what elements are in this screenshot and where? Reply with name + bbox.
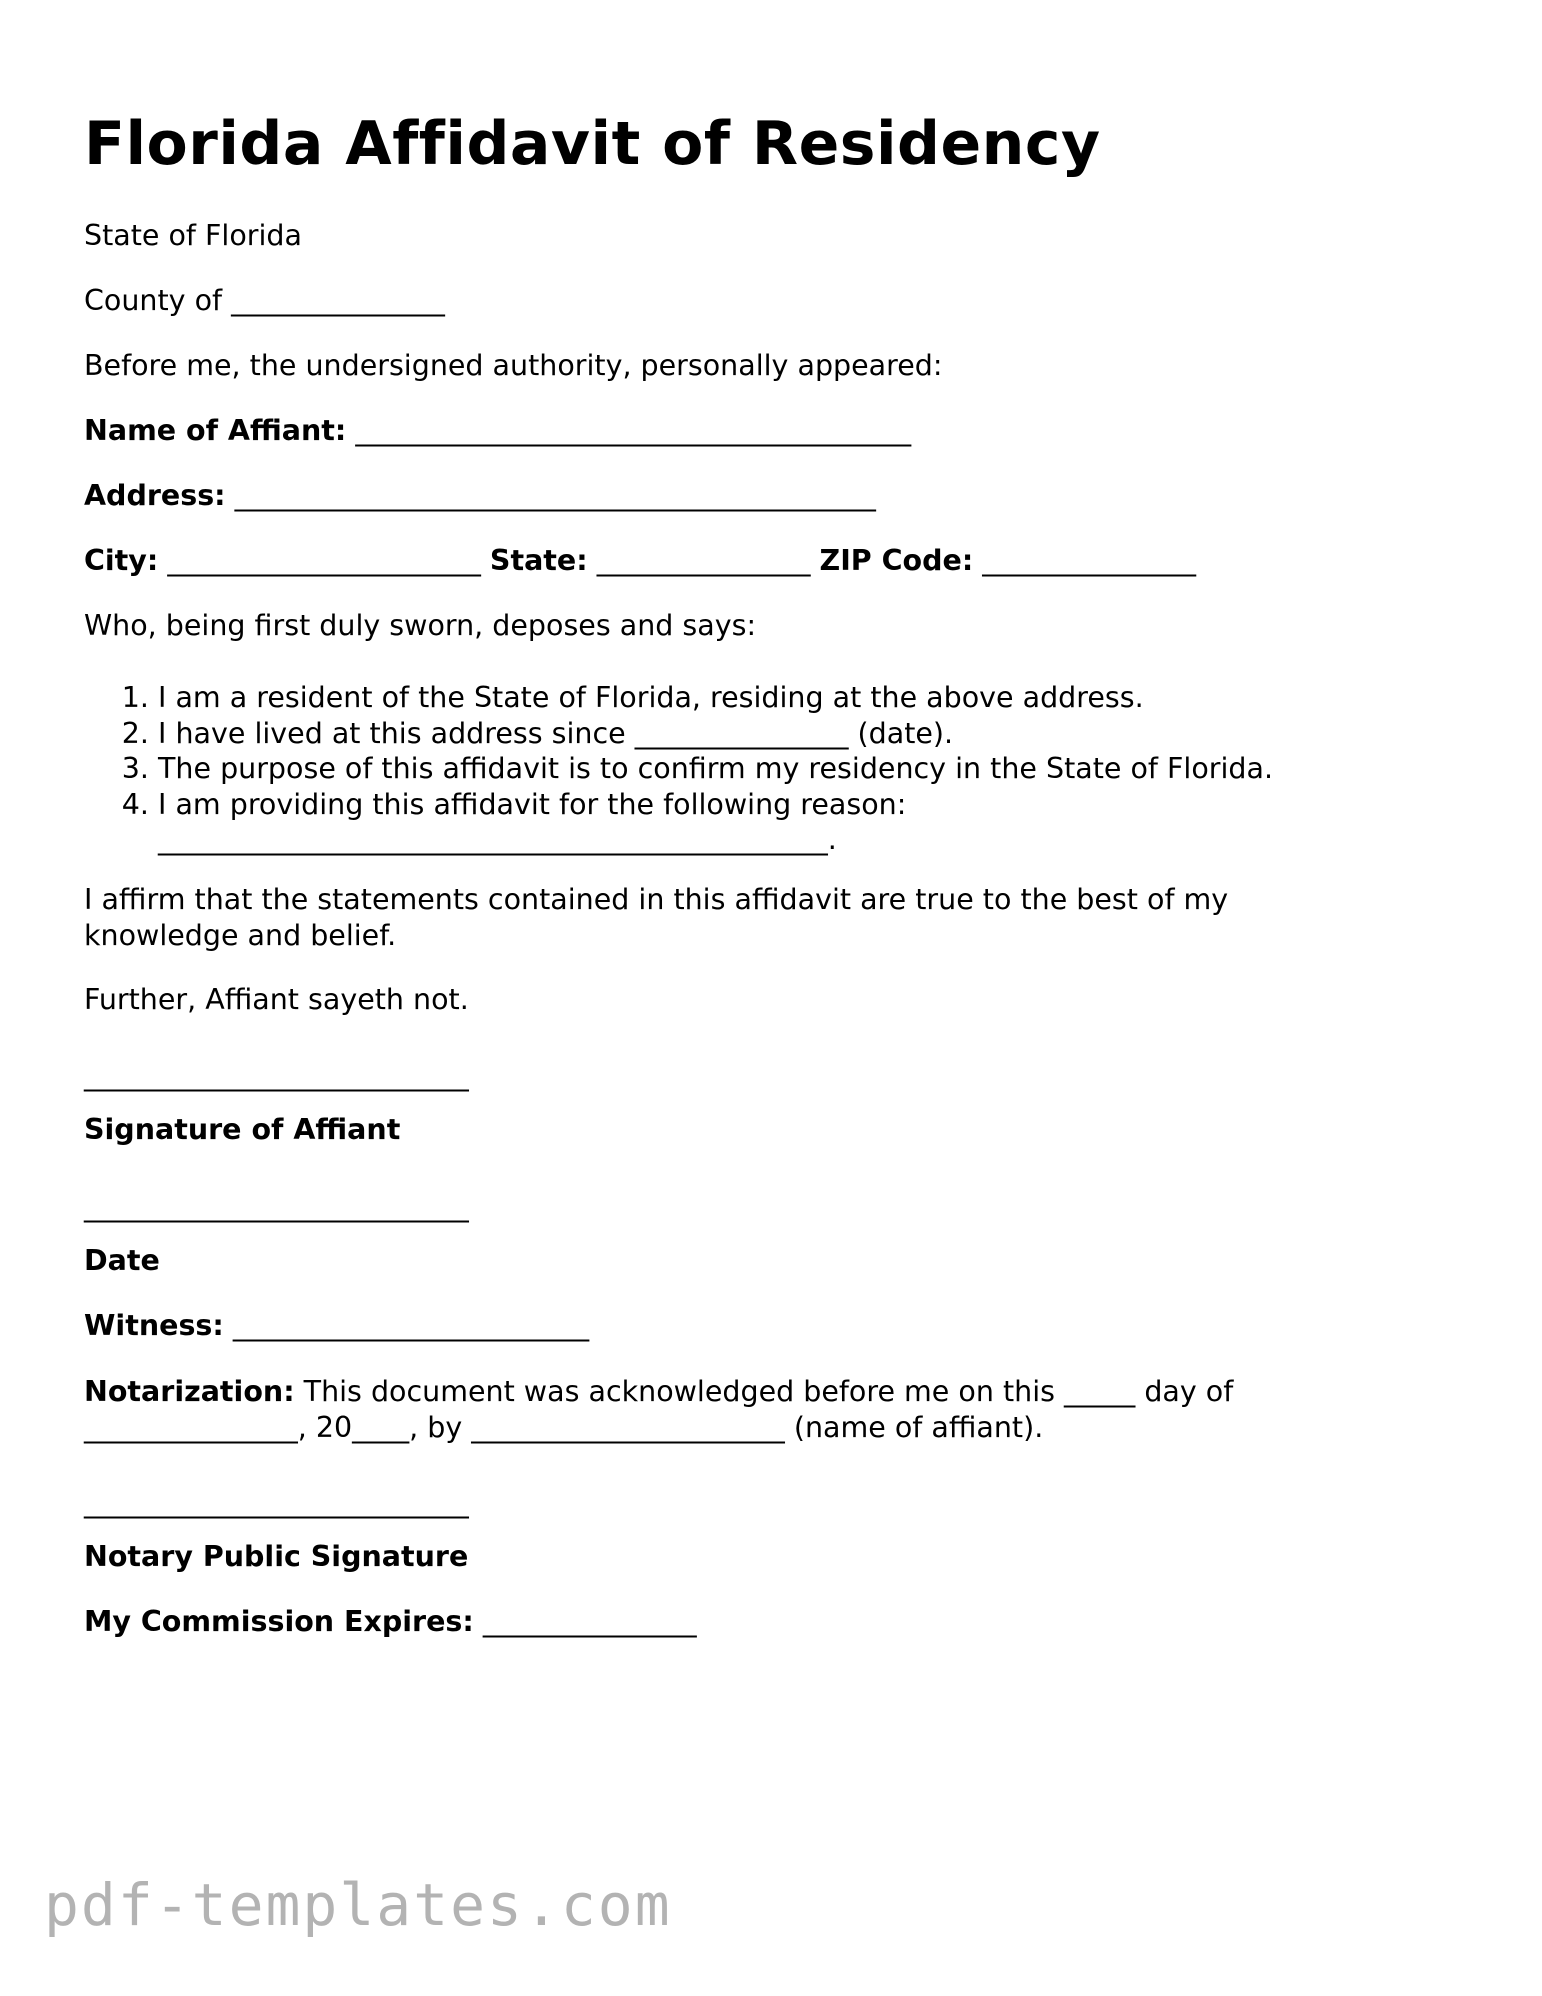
address-field bbox=[84, 478, 876, 514]
zip-code-blank[interactable]: _______________ bbox=[982, 544, 1197, 577]
notary-signature-blank[interactable]: ___________________________ bbox=[84, 1486, 469, 1519]
statement-item: 4. I am providing this affidavit for the following reason: _______________________________________________. bbox=[158, 787, 1458, 858]
document-title: Florida Affidavit of Residency bbox=[84, 109, 1101, 179]
name-of-affiant-label: Name of Affiant: bbox=[84, 414, 347, 447]
witness-field bbox=[84, 1308, 589, 1344]
state-blank[interactable]: _______________ bbox=[596, 544, 811, 577]
county-line: County of _______________ bbox=[84, 284, 445, 317]
affirmation-text: I affirm that the statements contained in this affidavit are true to the best of my knowledge and belief. bbox=[84, 883, 1229, 952]
zip-code-label: ZIP Code: bbox=[819, 544, 974, 577]
watermark-text: pdf-templates.com bbox=[44, 1871, 672, 1939]
commission-expires-field bbox=[84, 1604, 697, 1640]
commission-expires-label: My Commission Expires: bbox=[84, 1605, 474, 1638]
statement-item: 2. I have lived at this address since _______________ (date). bbox=[158, 716, 1458, 752]
witness-blank[interactable]: _________________________ bbox=[232, 1309, 590, 1342]
witness-label: Witness: bbox=[84, 1309, 224, 1342]
sworn-intro: Who, being first duly sworn, deposes and says: bbox=[84, 609, 757, 642]
city-state-zip-row bbox=[84, 543, 1196, 579]
date-blank[interactable]: ___________________________ bbox=[84, 1190, 469, 1223]
state-label: State: bbox=[489, 544, 588, 577]
city-label: City: bbox=[84, 544, 159, 577]
closing-text: Further, Affiant sayeth not. bbox=[84, 983, 469, 1016]
city-blank[interactable]: ______________________ bbox=[167, 544, 481, 577]
notarization-label: Notarization: bbox=[84, 1375, 295, 1408]
date-label: Date bbox=[84, 1244, 160, 1277]
name-of-affiant-blank[interactable]: _______________________________________ bbox=[355, 414, 912, 447]
statements-list bbox=[84, 680, 1458, 858]
notary-signature-label: Notary Public Signature bbox=[84, 1540, 469, 1573]
address-blank[interactable]: _____________________________________________ bbox=[234, 479, 876, 512]
state-line: State of Florida bbox=[84, 219, 302, 252]
statement-item: 1. I am a resident of the State of Florida, residing at the above address. bbox=[158, 680, 1458, 716]
name-of-affiant-field bbox=[84, 413, 911, 449]
intro-text: Before me, the undersigned authority, personally appeared: bbox=[84, 349, 943, 382]
statement-item: 3. The purpose of this affidavit is to confirm my residency in the State of Florida. bbox=[158, 751, 1458, 787]
commission-expires-blank[interactable]: _______________ bbox=[482, 1605, 697, 1638]
notarization-paragraph bbox=[84, 1374, 1344, 1445]
notarization-text: This document was acknowledged before me on this _____ day of _______________, 20____, by ______________________ (name of affiant). bbox=[84, 1375, 1234, 1444]
address-label: Address: bbox=[84, 479, 226, 512]
signature-label: Signature of Affiant bbox=[84, 1113, 401, 1146]
signature-blank[interactable]: ___________________________ bbox=[84, 1059, 469, 1092]
